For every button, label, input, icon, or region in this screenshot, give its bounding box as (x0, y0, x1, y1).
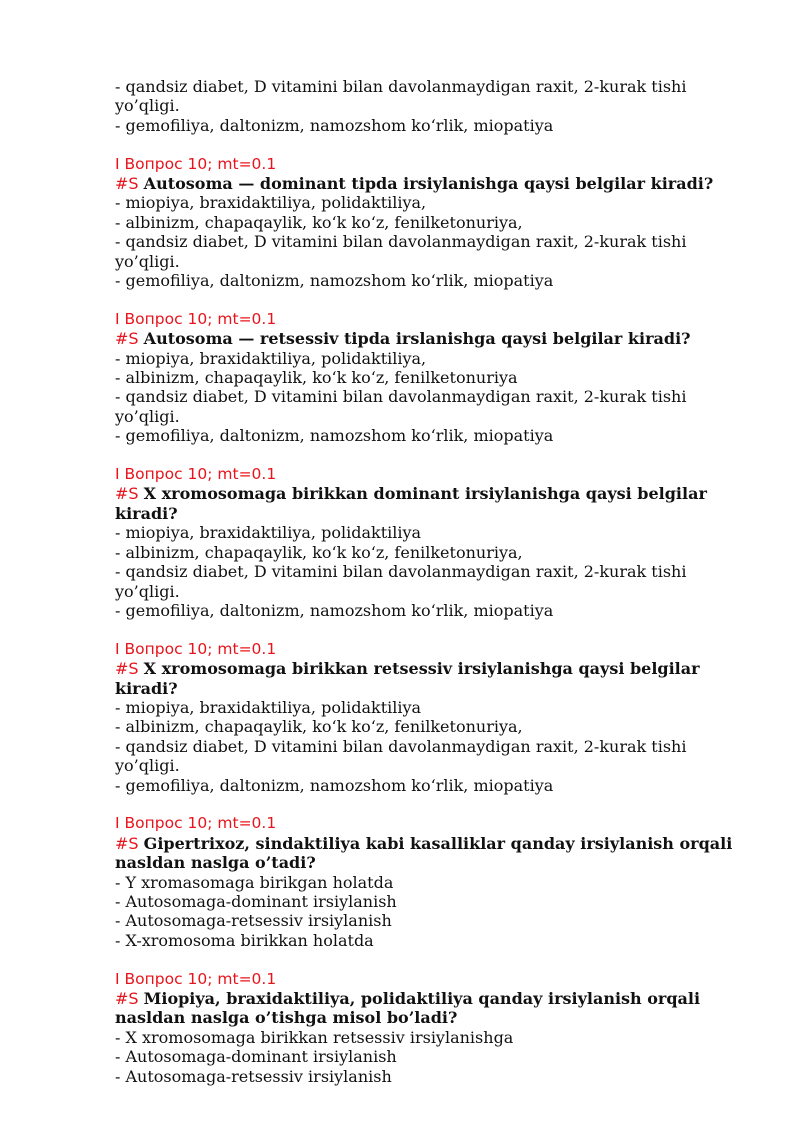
question-line (115, 174, 735, 193)
option-line: - qandsiz diabet, D vitamini bilan davolanmaydigan raxit, 2-kurak tishi yo’qligi. (115, 387, 687, 426)
question-header: I Вопрос 10; mt=0.1 (115, 639, 277, 658)
option-line: - miopiya, braxidaktiliya, polidaktiliya (115, 697, 422, 717)
option-line: - albinizm, chapaqaylik, ko‘k ko‘z, fenilketonuriya, (115, 717, 523, 737)
option-line: - Autosomaga-retsessiv irsiylanish (115, 911, 392, 931)
question-block (115, 640, 735, 795)
option-line: - miopiya, braxidaktiliya, polidaktiliya, (115, 348, 427, 368)
question-block (115, 465, 735, 620)
question-header: I Вопрос 10; mt=0.1 (115, 465, 277, 484)
question-text: Miopiya, braxidaktiliya, polidaktiliya qanday irsiylanish orqali nasldan naslga o’tishga misol bo’ladi? (115, 989, 701, 1028)
question-line (115, 484, 735, 523)
question-marker: #S (115, 659, 139, 679)
question-text: Gipertrixoz, sindaktiliya kabi kasalliklar qanday irsiylanish orqali nasldan naslga o’tadi? (115, 833, 733, 873)
question-block (115, 155, 735, 291)
option-line: - qandsiz diabet, D vitamini bilan davolanmaydigan raxit, 2-kurak tishi yo’qligi. (115, 562, 687, 601)
option-line: - gemofiliya, daltonizm, namozshom ko‘rlik, miopatiya (115, 271, 554, 291)
question-text: Autosoma — retsessiv tipda irslanishga qaysi belgilar kiradi? (143, 329, 691, 349)
option-line: - qandsiz diabet, D vitamini bilan davolanmaydigan raxit, 2-kurak tishi yo’qligi. (115, 232, 687, 271)
question-header: I Вопрос 10; mt=0.1 (115, 969, 277, 988)
option-line: - gemofiliya, daltonizm, namozshom ko‘rlik, miopatiya (115, 426, 554, 446)
option-line: - albinizm, chapaqaylik, ko‘k ko‘z, fenilketonuriya (115, 368, 518, 388)
option-line: - miopiya, braxidaktiliya, polidaktiliya (115, 523, 422, 543)
option-line: - gemofiliya, daltonizm, namozshom ko‘rlik, miopatiya (115, 115, 554, 135)
option-line: - X-xromosoma birikkan holatda (115, 930, 374, 950)
question-header: I Вопрос 10; mt=0.1 (115, 814, 277, 833)
option-line: - Autosomaga-retsessiv irsiylanish (115, 1066, 392, 1086)
question-line (115, 989, 735, 1028)
question-text: Autosoma — dominant tipda irsiylanishga qaysi belgilar kiradi? (143, 174, 714, 194)
question-header: I Вопрос 10; mt=0.1 (115, 154, 277, 173)
question-marker: #S (115, 174, 139, 194)
option-line: - qandsiz diabet, D vitamini bilan davolanmaydigan raxit, 2-kurak tishi yo’qligi. (115, 77, 687, 116)
option-line: - Autosomaga-dominant irsiylanish (115, 1047, 397, 1067)
option-line: - albinizm, chapaqaylik, ko‘k ko‘z, fenilketonuriya, (115, 212, 523, 232)
option-line: - X xromosomaga birikkan retsessiv irsiylanishga (115, 1027, 514, 1047)
question-text: X xromosomaga birikkan dominant irsiylanishga qaysi belgilar kiradi? (115, 484, 707, 523)
question-marker: #S (115, 989, 139, 1008)
question-marker: #S (115, 484, 139, 504)
question-line (115, 659, 735, 698)
option-line: - miopiya, braxidaktiliya, polidaktiliya, (115, 193, 427, 213)
option-line: - albinizm, chapaqaylik, ko‘k ko‘z, fenilketonuriya, (115, 542, 523, 562)
document-page (115, 77, 735, 1105)
option-line: - Autosomaga-dominant irsiylanish (115, 891, 397, 911)
question-marker: #S (115, 833, 139, 853)
question-line (115, 329, 735, 348)
question-block (115, 310, 735, 446)
option-line: - gemofiliya, daltonizm, namozshom ko‘rlik, miopatiya (115, 600, 554, 620)
question-marker: #S (115, 329, 139, 349)
option-line: - gemofiliya, daltonizm, namozshom ko‘rlik, miopatiya (115, 775, 554, 795)
question-text: X xromosomaga birikkan retsessiv irsiylanishga qaysi belgilar kiradi? (115, 659, 700, 698)
option-line: - qandsiz diabet, D vitamini bilan davolanmaydigan raxit, 2-kurak tishi yo’qligi. (115, 736, 687, 776)
question-block (115, 970, 735, 1086)
question-block (115, 814, 735, 950)
question-line (115, 834, 735, 873)
option-line: - Y xromasomaga birikgan holatda (115, 872, 394, 892)
question-list (115, 155, 735, 1086)
question-header: I Вопрос 10; mt=0.1 (115, 309, 277, 328)
intro-block (115, 77, 735, 135)
